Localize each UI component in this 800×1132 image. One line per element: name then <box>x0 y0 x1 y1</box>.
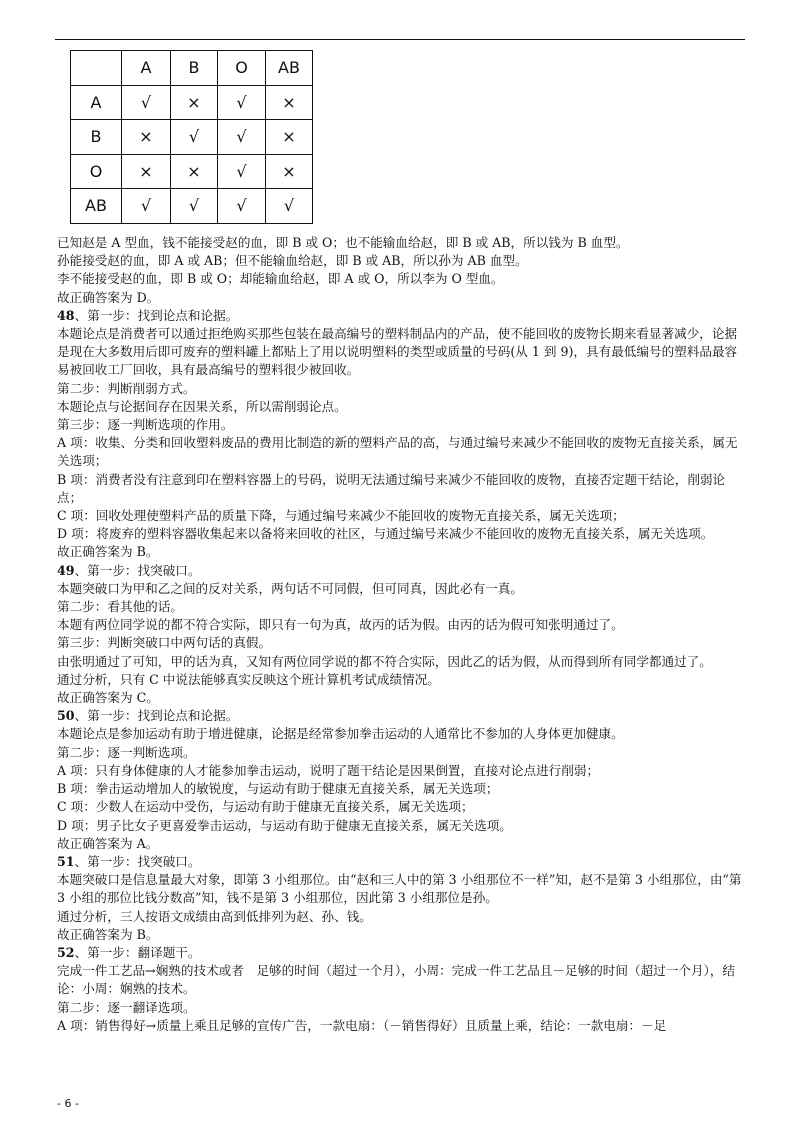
table-cell: × <box>171 85 218 120</box>
paragraph: 通过分析，三人按语文成绩由高到低排列为赵、孙、钱。 <box>57 908 372 924</box>
table-row <box>71 85 313 120</box>
row-label: B <box>71 120 122 155</box>
paragraph: 本题突破口为甲和乙之间的反对关系，两句话不可同假，但可同真，因此必有一真。 <box>57 580 523 596</box>
table-cell: √ <box>266 189 313 224</box>
row-label: AB <box>71 189 122 224</box>
answer-line: 故正确答案为 B。 <box>57 544 159 560</box>
question-50-step1 <box>57 707 747 725</box>
separator: 、 <box>74 562 88 578</box>
option-c: C 项：少数人在运动中受伤，与运动有助于健康无直接关系，属无关选项； <box>57 799 474 815</box>
row-label: A <box>71 85 122 120</box>
table-cell: × <box>122 120 171 155</box>
table-cell: AB <box>266 51 313 86</box>
option-d: D 项：将废弃的塑料容器收集起来以备将来回收的社区，与通过编号来减少不能回收的废物无直接关系，属无关选项。 <box>57 526 714 542</box>
question-number: 48 <box>57 307 75 323</box>
separator: 、 <box>74 307 88 323</box>
table-cell: √ <box>171 120 218 155</box>
paragraph: 本题有两位同学说的都不符合实际，即只有一句为真，故丙的话为假。由丙的话为假可知张明通过了。 <box>57 617 624 633</box>
step-text: 第一步：找到论点和论据。 <box>87 307 239 323</box>
table-cell: √ <box>218 120 266 155</box>
table-cell: A <box>122 51 171 86</box>
paragraph: 完成一件工艺品→娴熟的技术或者 足够的时间（超过一个月），小周：完成一件工艺品且－足够的时间（超过一个月），结论：小周：娴熟的技术。 <box>57 963 736 997</box>
paragraph: 第二步：看其他的话。 <box>57 599 183 615</box>
option-a: A 项：收集、分类和回收塑料废品的费用比制造的新的塑料产品的高，与通过编号来减少不能回收的废物无直接关系，属无关选项； <box>57 435 738 469</box>
question-number: 50 <box>57 708 75 724</box>
option-a: A 项：销售得好→质量上乘且足够的宣传广告，一款电扇：（－销售得好）且质量上乘，结论：一款电扇：－足 <box>57 1017 667 1033</box>
blood-type-table <box>70 50 313 224</box>
paragraph: 第三步：判断突破口中两句话的真假。 <box>57 635 272 651</box>
table-cell: O <box>218 51 266 86</box>
table-cell: × <box>171 154 218 189</box>
question-49-step1 <box>57 562 747 580</box>
paragraph: 本题论点与论据间存在因果关系，所以需削弱论点。 <box>57 398 347 414</box>
table-cell <box>71 51 122 86</box>
question-51-step1 <box>57 853 747 871</box>
paragraph: 本题论点是消费者可以通过拒绝购买那些包装在最高编号的塑料制品内的产品，使不能回收的废物长期来看显著减少，论据是现在大多数用后即可废弃的塑料罐上都贴上了用以说明塑料的类型或质量的号码(从 1 到 9)，具有最低编号的塑料品最容易被回收工厂回收，具有最高编号的塑料很少被回收。 <box>57 326 738 378</box>
option-b: B 项：消费者没有注意到印在塑料容器上的号码，说明无法通过编号来减少不能回收的废物，直接否定题干结论，削弱论点； <box>57 471 726 505</box>
step-text: 第一步：找突破口。 <box>87 853 201 869</box>
question-number: 49 <box>57 562 75 578</box>
table-cell: √ <box>122 189 171 224</box>
table-cell: √ <box>218 154 266 189</box>
table-row <box>71 189 313 224</box>
table-cell: √ <box>218 85 266 120</box>
step-text: 第一步：找到论点和论据。 <box>87 708 239 724</box>
table-cell: √ <box>218 189 266 224</box>
table-row <box>71 154 313 189</box>
table-cell: √ <box>171 189 218 224</box>
step-text: 第一步：翻译题干。 <box>87 944 201 960</box>
question-48-step1 <box>57 307 747 325</box>
paragraph: 李不能接受赵的血，即 B 或 O；却能输血给赵，即 A 或 O，所以李为 O 型血。 <box>57 271 504 287</box>
table-cell: × <box>122 154 171 189</box>
separator: 、 <box>74 944 88 960</box>
answer-explanations <box>57 234 747 1035</box>
answer-line: 故正确答案为 D。 <box>57 289 160 305</box>
option-d: D 项：男子比女子更喜爱拳击运动，与运动有助于健康无直接关系，属无关选项。 <box>57 817 512 833</box>
option-a: A 项：只有身体健康的人才能参加拳击运动，说明了题干结论是因果倒置，直接对论点进行削弱； <box>57 762 600 778</box>
separator: 、 <box>74 853 88 869</box>
header-rule <box>55 39 745 40</box>
table-header-row <box>71 51 313 86</box>
table-row <box>71 120 313 155</box>
answer-line: 故正确答案为 B。 <box>57 926 159 942</box>
paragraph: 通过分析，只有 C 中说法能够真实反映这个班计算机考试成绩情况。 <box>57 671 440 687</box>
paragraph: 第三步：逐一判断选项的作用。 <box>57 417 234 433</box>
table-cell: B <box>171 51 218 86</box>
question-52-step1 <box>57 944 747 962</box>
paragraph: 已知赵是 A 型血，钱不能接受赵的血，即 B 或 O；也不能输血给赵，即 B 或 AB，所以钱为 B 血型。 <box>57 235 629 250</box>
paragraph: 本题突破口是信息量最大对象，即第 3 小组那位。由“赵和三人中的第 3 小组那位不一样”知，赵不是第 3 小组那位，由“第 3 小组的那位比钱分数高”知，钱不是第 3 小组那位，因此第 3 小组那位是孙。 <box>57 872 742 906</box>
table-cell: × <box>266 85 313 120</box>
step-text: 第一步：找突破口。 <box>87 562 201 578</box>
question-number: 52 <box>57 944 75 960</box>
option-b: B 项：拳击运动增加人的敏锐度，与运动有助于健康无直接关系，属无关选项； <box>57 781 499 797</box>
paragraph: 孙能接受赵的血，即 A 或 AB；但不能输血给赵，即 B 或 AB，所以孙为 AB 血型。 <box>57 253 528 269</box>
table-cell: √ <box>122 85 171 120</box>
row-label: O <box>71 154 122 189</box>
table-cell: × <box>266 154 313 189</box>
separator: 、 <box>74 708 88 724</box>
paragraph: 由张明通过了可知，甲的话为真，又知有两位同学说的都不符合实际，因此乙的话为假，从而得到所有同学都通过了。 <box>57 653 712 669</box>
paragraph: 本题论点是参加运动有助于增进健康，论据是经常参加拳击运动的人通常比不参加的人身体更加健康。 <box>57 726 624 742</box>
paragraph: 第二步：逐一翻译选项。 <box>57 999 196 1015</box>
option-c: C 项：回收处理使塑料产品的质量下降，与通过编号来减少不能回收的废物无直接关系，属无关选项； <box>57 508 625 524</box>
paragraph: 第二步：判断削弱方式。 <box>57 380 196 396</box>
answer-line: 故正确答案为 A。 <box>57 835 159 851</box>
paragraph: 第二步：逐一判断选项。 <box>57 744 196 760</box>
answer-line: 故正确答案为 C。 <box>57 690 159 706</box>
table-cell: × <box>266 120 313 155</box>
page-number: - 6 - <box>57 1097 79 1110</box>
question-number: 51 <box>57 853 75 869</box>
